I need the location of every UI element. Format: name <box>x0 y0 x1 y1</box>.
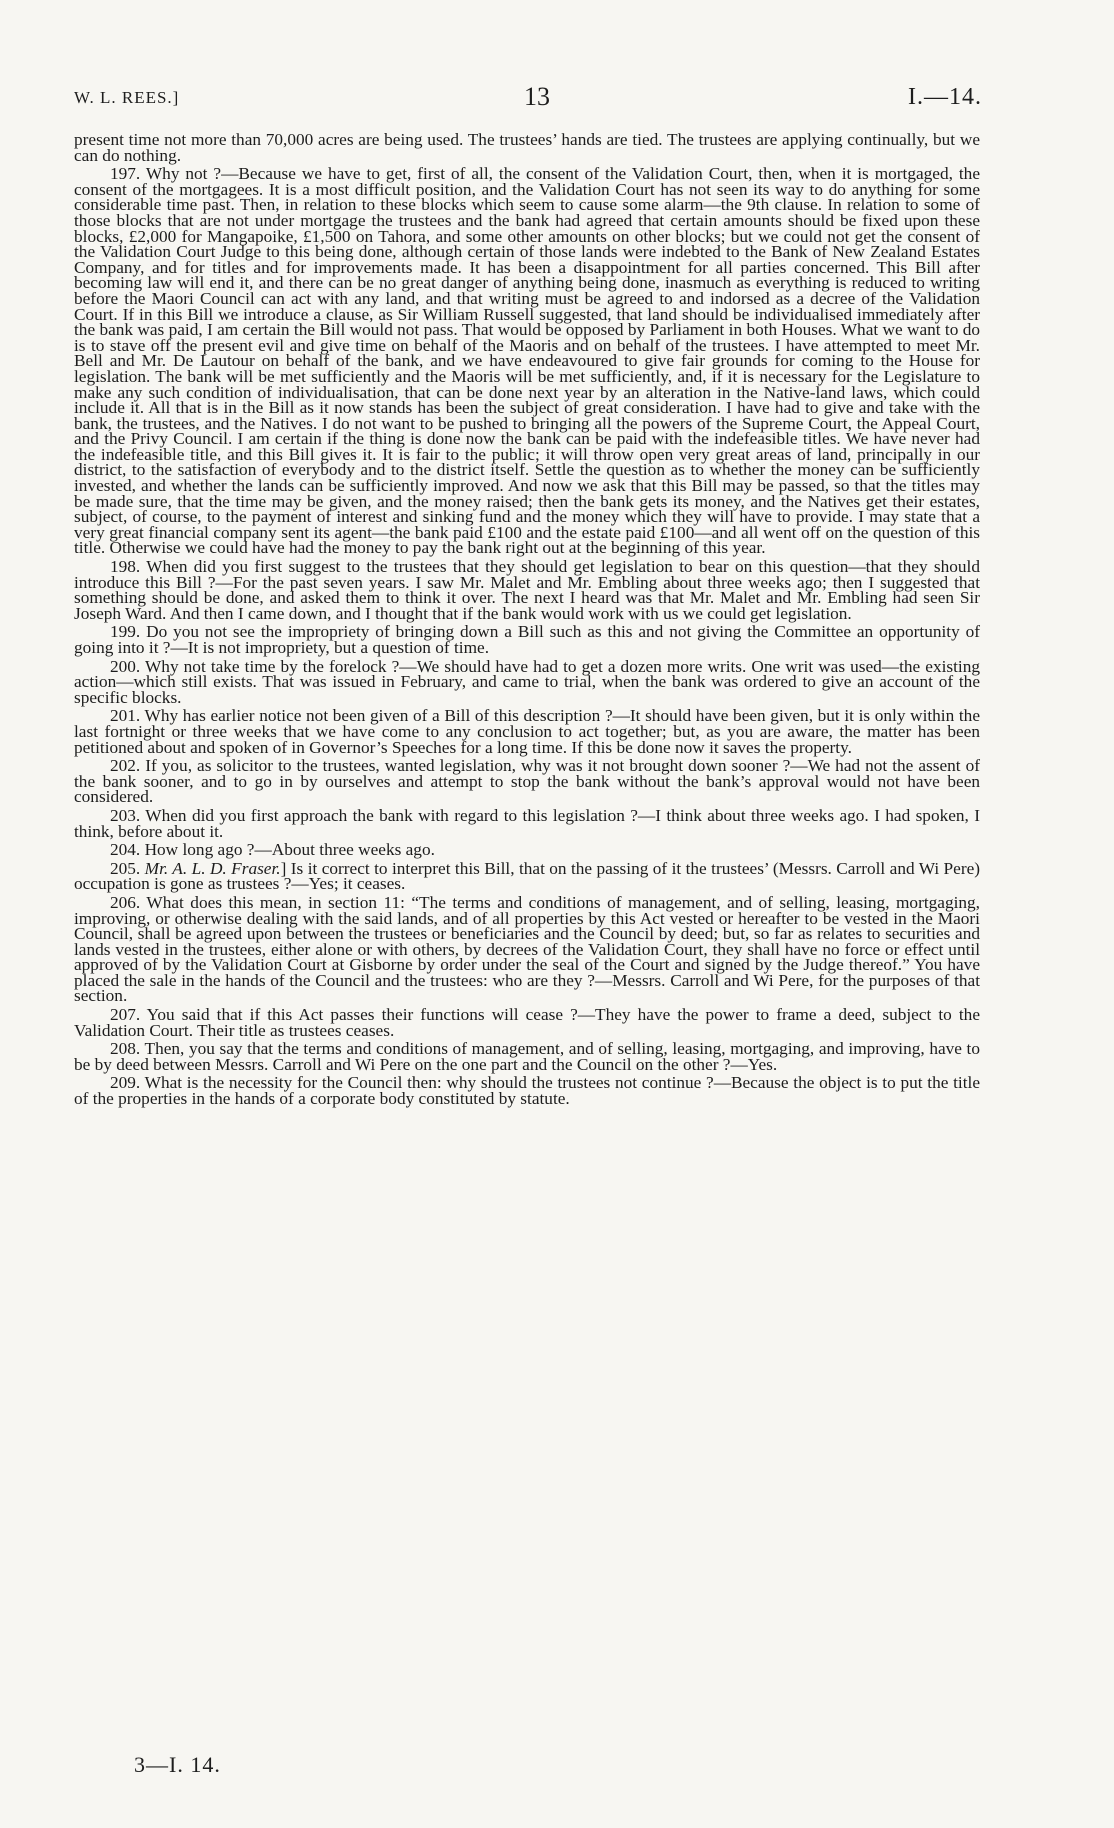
paragraph-q198: 198. When did you first suggest to the trustees that they should get legislation to bear on this question—that they should introduce this Bill ?—For the past seven years. I saw Mr. Malet and Mr. Embling about three weeks ago; then I suggested that something should be done, and asked them to think it over. The next I heard was that Mr. Malet and Mr. Embling had seen Sir Joseph Ward. And then I came down, and I thought that if the bank would work with us we could get legislation. <box>74 557 980 623</box>
paragraph-q199: 199. Do you not see the impropriety of bringing down a Bill such as this and not giving the Committee an opportunity of going into it ?—It is not impropriety, but a question of time. <box>74 622 980 657</box>
page-header <box>74 82 982 118</box>
paragraph-q207: 207. You said that if this Act passes their functions will cease ?—They have the power to frame a deed, subject to the Validation Court. Their title as trustees ceases. <box>74 1005 980 1040</box>
paragraph-q197: 197. Why not ?—Because we have to get, first of all, the consent of the Validation Court, then, when it is mortgaged, the consent of the mortgagees. It is a most difficult position, and the Validation Court has not seen its way to do anything for some considerable time past. Then, in relation to these blocks which seem to cause some alarm—the 9th clause. In relation to some of those blocks that are not under mortgage the trustees and the bank had agreed that certain amounts should be fixed upon these blocks, £2,000 for Mangapoike, £1,500 on Tahora, and some other amounts on other blocks; but we could not get the consent of the Validation Court Judge to this being done, although certain of those lands were indebted to the Bank of New Zealand Estates Company, and for titles and for improvements made. It has been a disappointment for all parties concerned. This Bill after becoming law will end it, and there can be no great danger of anything being done, inasmuch as everything is reduced to writing before the Maori Council can act with any land, and that writing must be agreed to and indorsed as a decree of the Validation Court. If in this Bill we introduce a clause, as Sir William Russell suggested, that land should be individualised immediately after the bank was paid, I am certain the Bill would not pass. That would be opposed by Parliament in both Houses. What we want to do is to stave off the present evil and give time on behalf of the Maoris and on behalf of the trustees. I have attempted to meet Mr. Bell and Mr. De Lautour on behalf of the bank, and we have endeavoured to give fair grounds for coming to the House for legislation. The bank will be met sufficiently and the Maoris will be met sufficiently, and, if it is necessary for the Legislature to make any such condition of individualisation, that can be done next year by an alteration in the Native-land laws, which could include it. All that is in the Bill as it now stands has been the subject of great consideration. I have had to give and take with the bank, the trustees, and the Natives. I do not want to be pushed to bringing all the powers of the Supreme Court, the Appeal Court, and the Privy Council. I am certain if the thing is done now the bank can be paid with the indefeasible titles. We have never had the indefeasible title, and this Bill gives it. It is fair to the public; it will throw open very great areas of land, principally in our district, to the satisfaction of everybody and to the district itself. Settle the question as to whether the money can be sufficiently invested, and whether the lands can be sufficiently improved. And now we ask that this Bill may be passed, so that the titles may be made sure, that the time may be given, and the money raised; then the bank gets its money, and the Natives get their estates, subject, of course, to the payment of interest and sinking fund and the money which they will have to provide. I may state that a very great financial company sent its agent—the bank paid £100 and the estate paid £100—and all went off on the question of this title. Otherwise we could have had the money to pay the bank right out at the beginning of this year. <box>74 164 980 558</box>
header-paper-ref: I.—14. <box>908 84 982 110</box>
page-number: 13 <box>524 82 550 111</box>
paragraph-q203: 203. When did you first approach the bank with regard to this legislation ?—I think about three weeks ago. I had spoken, I think, before about it. <box>74 805 980 841</box>
paragraph-q208: 208. Then, you say that the terms and conditions of management, and of selling, leasing, mortgaging, and improving, have to be by deed between Messrs. Carroll and Wi Pere on the one part and the Council on the other ?—Yes. <box>74 1039 980 1074</box>
header-witness: W. L. REES.] <box>74 88 180 107</box>
paragraph-q200: 200. Why not take time by the forelock ?—We should have had to get a dozen more writs. One writ was used—the existing action—which still exists. That was issued in February, and came to trial, when the bank was ordered to give an account of the specific blocks. <box>74 656 980 707</box>
paragraph-q201: 201. Why has earlier notice not been given of a Bill of this description ?—It should have been given, but it is only within the last fortnight or three weeks that we have come to any conclusion to act together; but, as you are aware, the matter has been petitioned about and spoken of in Governor’s Speeches for a long time. If this be done now it saves the property. <box>74 706 980 757</box>
page-body <box>74 132 980 1107</box>
paragraph-q202: 202. If you, as solicitor to the trustees, wanted legislation, why was it not brought down sooner ?—We had not the assent of the bank sooner, and to go in by ourselves and attempt to stop the bank without the bank’s approval would not have been considered. <box>74 756 980 807</box>
paragraph-q206: 206. What does this mean, in section 11: “The terms and conditions of management, and of selling, leasing, mortgaging, improving, or otherwise dealing with the said lands, and of all properties by this Act vested or hereafter to be vested in the Maori Council, shall be agreed upon between the trustees or beneficiaries and the Council by deed; but, so far as relates to securities and lands vested in the trustees, either alone or with others, by decrees of the Validation Court, they shall have no force or effect until approved of by the Validation Court at Gisborne by order under the seal of the Court and signed by the Judge thereof.” You have placed the sale in the hands of the Council and the trustees: who are they ?—Messrs. Carroll and Wi Pere, for the purposes of that section. <box>74 892 980 1006</box>
paragraph-continuation: present time not more than 70,000 acres are being used. The trustees’ hands are tied. The trustees are applying continually, but we can do nothing. <box>74 130 980 165</box>
printer-signature-mark: 3—I. 14. <box>134 1752 221 1777</box>
paragraph-q205: 205. Mr. A. L. D. Fraser.] Is it correct to interpret this Bill, that on the passing of it the trustees’ (Messrs. Carroll and Wi Pere) occupation is gone as trustees ?—Yes; it ceases. <box>74 858 981 894</box>
paragraph-q204: 204. How long ago ?—About three weeks ago. <box>110 840 435 860</box>
paragraph-q209: 209. What is the necessity for the Council then: why should the trustees not continue ?—Because the object is to put the title of the properties in the hands of a corporate body constituted by statute. <box>74 1073 980 1109</box>
